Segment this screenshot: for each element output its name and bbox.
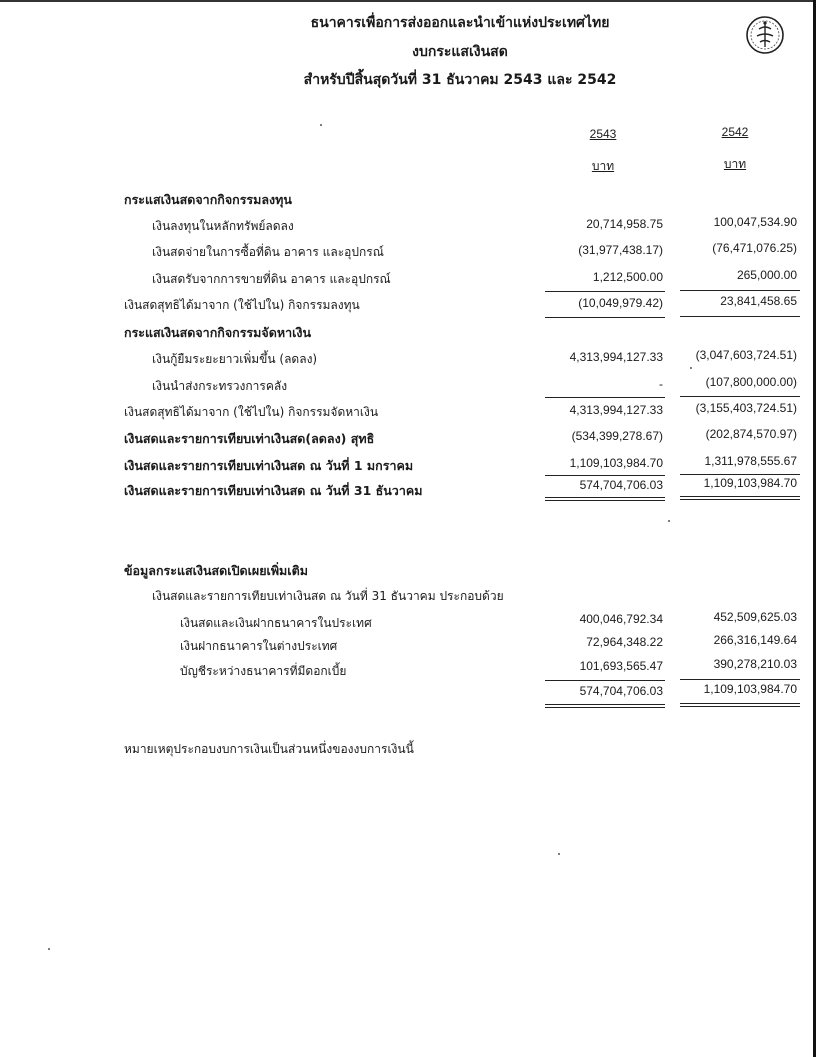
supplement-row-2542: 390,278,210.03 [713,657,797,671]
net-change-label: เงินสดและรายการเทียบเท่าเงินสด(ลดลง) สุทธิ [124,431,375,446]
subtotal-rule [680,679,800,680]
subtotal-rule [545,397,665,398]
financing-net-label: เงินสดสุทธิได้มาจาก (ใช้ไปใน) กิจกรรมจัดหาเงิน [124,405,379,419]
investing-row-2543: 1,212,500.00 [592,270,663,284]
scan-speck [690,367,692,369]
supplement-row-2542: 266,316,149.64 [713,633,797,647]
investing-row-2542: (76,471,076.25) [712,241,797,255]
supplement-intro: เงินสดและรายการเทียบเท่าเงินสด ณ วันที่ 31 ธันวาคม ประกอบด้วย [152,589,504,603]
scan-top-edge [0,0,816,2]
scan-speck [558,853,560,855]
supplement-row-label: เงินฝากธนาคารในต่างประเทศ [180,639,338,653]
subtotal-rule [545,317,665,318]
section-supplement-title: ข้อมูลกระแสเงินสดเปิดเผยเพิ่มเติม [124,563,308,578]
subtotal-rule [545,291,665,292]
subtotal-rule [680,316,800,317]
investing-row-2543: (31,977,438.17) [578,243,663,257]
financing-net-2542: (3,155,403,724.51) [695,401,797,415]
supplement-row-2542: 452,509,625.03 [713,610,797,624]
financing-row-2542: (107,800,000.00) [705,375,797,389]
closing-balance-label: เงินสดและรายการเทียบเท่าเงินสด ณ วันที่ 31 ธันวาคม [124,483,423,498]
total-double-rule [680,496,800,500]
financing-net-2543: 4,313,994,127.33 [569,403,663,417]
investing-net-2542: 23,841,458.65 [720,294,797,308]
opening-balance-2542: 1,311,978,555.67 [704,454,797,468]
section-financing-title: กระแสเงินสดจากกิจกรรมจัดหาเงิน [124,325,312,340]
supplement-row-2543: 72,964,348.22 [586,635,663,649]
column-year-2543: 2543 [589,127,617,141]
financing-row-label: เงินกู้ยืมระยะยาวเพิ่มขึ้น (ลดลง) [152,352,318,366]
subtotal-rule [545,475,665,476]
statement-title: งบกระแสเงินสด [412,44,508,60]
supplement-total-2543: 574,704,706.03 [579,684,663,698]
subtotal-rule [545,680,665,681]
financing-row-2543: - [659,377,663,391]
bank-seal-icon [744,14,786,56]
net-change-2543: (534,399,278.67) [571,429,663,443]
opening-balance-label: เงินสดและรายการเทียบเท่าเงินสด ณ วันที่ 1 มกราคม [124,458,414,473]
supplement-row-label: เงินสดและเงินฝากธนาคารในประเทศ [180,616,372,630]
total-double-rule [545,497,665,501]
scan-speck [320,124,322,126]
statement-period: สำหรับปีสิ้นสุดวันที่ 31 ธันวาคม 2543 และ 2542 [303,72,617,88]
net-change-2542: (202,874,570.97) [705,427,797,441]
closing-balance-2542: 1,109,103,984.70 [703,476,797,490]
column-year-2542: 2542 [721,125,749,139]
supplement-row-label: บัญชีระหว่างธนาคารที่มีดอกเบี้ย [180,664,347,678]
closing-balance-2543: 574,704,706.03 [579,478,663,492]
section-investing-title: กระแสเงินสดจากกิจกรรมลงทุน [124,192,292,207]
investing-row-label: เงินสดรับจากการขายที่ดิน อาคาร และอุปกรณ์ [152,272,391,286]
supplement-total-2542: 1,109,103,984.70 [703,682,797,696]
subtotal-rule [680,474,800,475]
supplement-row-2543: 400,046,792.34 [579,612,663,626]
column-unit-2542: บาท [723,157,747,171]
column-unit-2543: บาท [591,159,615,173]
financing-row-2543: 4,313,994,127.33 [569,350,663,364]
subtotal-rule [680,290,800,291]
investing-net-2543: (10,049,979.42) [578,296,663,310]
total-double-rule [680,703,800,707]
financing-row-2542: (3,047,603,724.51) [695,348,797,362]
financing-row-label: เงินนำส่งกระทรวงการคลัง [152,379,288,393]
footnote: หมายเหตุประกอบงบการเงินเป็นส่วนหนึ่งของงบการเงินนี้ [124,742,414,756]
subtotal-rule [680,396,800,397]
scan-speck [48,948,50,950]
bank-name-heading: ธนาคารเพื่อการส่งออกและนำเข้าแห่งประเทศไทย [310,15,610,31]
investing-row-2542: 265,000.00 [736,268,797,282]
investing-row-2543: 20,714,958.75 [586,217,663,231]
total-double-rule [545,704,665,708]
investing-net-label: เงินสดสุทธิได้มาจาก (ใช้ไปใน) กิจกรรมลงทุน [124,298,360,312]
investing-row-label: เงินลงทุนในหลักทรัพย์ลดลง [152,219,294,233]
scan-speck [668,520,670,522]
investing-row-label: เงินสดจ่ายในการซื้อที่ดิน อาคาร และอุปกรณ์ [152,245,384,259]
supplement-row-2543: 101,693,565.47 [579,659,663,673]
opening-balance-2543: 1,109,103,984.70 [569,456,663,470]
investing-row-2542: 100,047,534.90 [713,215,797,229]
